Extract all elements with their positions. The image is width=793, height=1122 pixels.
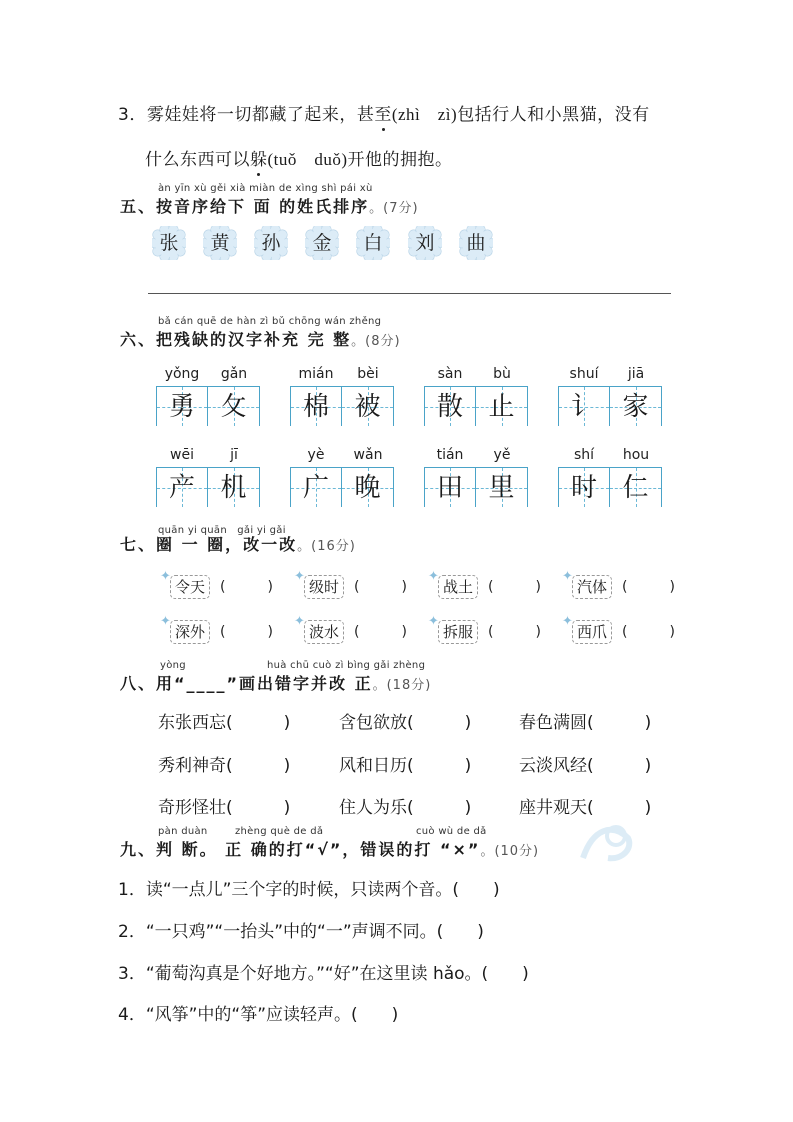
surname-char: 孙: [261, 232, 281, 254]
section-title: [120, 532, 356, 555]
answer-paren[interactable]: ( ): [220, 624, 273, 640]
star-icon: ✦: [428, 569, 439, 584]
section-pinyin: huà chū cuò zì bìng gǎi zhèng: [267, 660, 426, 671]
section-score: 。(10分): [480, 844, 540, 859]
grid-char: 仁: [622, 473, 649, 503]
section-pinyin: quān yi quān gǎi yi gǎi: [158, 525, 286, 536]
grid-cell[interactable]: [290, 386, 342, 426]
syllable: wēi: [170, 447, 194, 463]
title-text: 九、判 断。 正 确的打“√”，错误的打 “×”: [120, 840, 481, 859]
word-pinyin: [558, 447, 662, 463]
surname-char: 金: [312, 232, 332, 254]
surname-char: 曲: [466, 232, 486, 254]
grid-char: 散: [436, 392, 463, 422]
tianzige-grid[interactable]: [424, 386, 528, 426]
word-pinyin: [290, 366, 394, 382]
pinyin-choice: (tuǒ duǒ): [267, 150, 348, 169]
grid-char: 时: [570, 473, 597, 503]
section-score: 。(16分): [297, 539, 356, 554]
surname-badge: [408, 226, 442, 260]
grid-cell[interactable]: [476, 467, 528, 507]
surname-badge: [203, 226, 237, 260]
section-title: [120, 327, 401, 350]
tianzige-word[interactable]: [558, 366, 662, 428]
tianzige-word[interactable]: [424, 447, 528, 509]
surname-char: 刘: [415, 232, 435, 254]
word-box[interactable]: 波水: [304, 620, 344, 644]
idiom-item[interactable]: 奇形怪壮( ): [158, 798, 291, 818]
syllable: yè: [307, 447, 325, 463]
word-box[interactable]: 级时: [304, 575, 344, 599]
text: 雾娃娃将一切都藏了起来，甚: [146, 105, 375, 125]
text: 包括行人和小黑猫，没有: [457, 105, 650, 125]
word-box[interactable]: 汽体: [572, 575, 612, 599]
grid-cell[interactable]: [424, 386, 476, 426]
question-number: 3: [118, 105, 130, 125]
surname-badge: [152, 226, 186, 260]
syllable: yǒng: [164, 366, 200, 382]
surname-char: 张: [159, 232, 179, 254]
section-6-heading: [120, 316, 680, 352]
grid-cell[interactable]: [558, 386, 610, 426]
section-7-heading: [120, 521, 680, 557]
syllable: bù: [493, 366, 511, 382]
section-pinyin: zhèng què de dǎ: [235, 826, 324, 837]
wrong-char-item[interactable]: [562, 614, 675, 644]
word-pinyin: [156, 447, 260, 463]
surname-char: 白: [363, 232, 383, 254]
syllable: jī: [230, 447, 238, 463]
word-pinyin: [558, 366, 662, 382]
tianzige-word[interactable]: [424, 366, 528, 428]
judge-item-1[interactable]: 1．读“一点儿”三个字的时候，只读两个音。( ): [118, 880, 500, 900]
word-pinyin: [290, 447, 394, 463]
idiom-item[interactable]: 东张西忘( ): [158, 713, 291, 733]
grid-char: 里: [488, 473, 515, 503]
word-box[interactable]: 令天: [170, 575, 210, 599]
grid-cell[interactable]: [156, 467, 208, 507]
section-title: [120, 671, 431, 694]
section-pinyin: yòng: [160, 660, 186, 671]
grid-char: 田: [436, 473, 463, 503]
word-pinyin: [424, 447, 528, 463]
grid-char: 棉: [302, 392, 329, 422]
section-pinyin: cuò wù de dǎ: [416, 826, 487, 837]
tianzige-word[interactable]: [290, 366, 394, 428]
word-box[interactable]: 西爪: [572, 620, 612, 644]
syllable: yě: [493, 447, 511, 463]
section-title: [120, 837, 539, 860]
syllable: sàn: [437, 366, 463, 382]
idiom-item[interactable]: 含包欲放( ): [339, 713, 472, 733]
grid-char: 勇: [168, 392, 195, 422]
dotted-char: 至: [374, 105, 392, 125]
grid-char: 攵: [220, 392, 247, 422]
tianzige-word[interactable]: [290, 447, 394, 509]
grid-cell[interactable]: [208, 467, 260, 507]
tianzige-word[interactable]: [558, 447, 662, 509]
idiom-item[interactable]: 住人为乐( ): [339, 798, 472, 818]
word-pinyin: [156, 366, 260, 382]
text: 开他的拥抱。: [347, 150, 453, 170]
grid-cell[interactable]: [342, 467, 394, 507]
wrong-char-item[interactable]: [294, 614, 407, 644]
grid-cell[interactable]: [476, 386, 528, 426]
grid-char: 广: [302, 473, 329, 503]
section-score: 。(18分): [372, 678, 432, 693]
grid-char: 晚: [354, 473, 381, 503]
syllable: wǎn: [353, 447, 383, 463]
surname-char: 黄: [210, 232, 230, 254]
tianzige-grid[interactable]: [156, 386, 260, 426]
syllable: shí: [573, 447, 595, 463]
grid-cell[interactable]: [424, 467, 476, 507]
wrong-char-item[interactable]: [428, 569, 541, 599]
word-box[interactable]: 拆服: [438, 620, 478, 644]
section-pinyin: àn yīn xù gěi xià miàn de xìng shì pái xù: [158, 183, 373, 194]
answer-paren[interactable]: ( ): [622, 624, 675, 640]
tianzige-word[interactable]: [156, 366, 260, 428]
tianzige-grid[interactable]: [558, 467, 662, 507]
tianzige-grid[interactable]: [156, 467, 260, 507]
grid-cell[interactable]: [610, 467, 662, 507]
section-9-heading: [120, 826, 680, 862]
title-text: 五、按音序给下 面 的姓氏排序: [120, 197, 370, 216]
title-text: 八、用“____”画出错字并改 正: [120, 674, 373, 693]
answer-paren[interactable]: ( ): [488, 624, 541, 640]
grid-cell[interactable]: [208, 386, 260, 426]
tianzige-grid[interactable]: [558, 386, 662, 426]
tianzige-grid[interactable]: [290, 467, 394, 507]
judge-item-2[interactable]: 2．“一只鸡”“一抬头”中的“一”声调不同。( ): [118, 922, 484, 942]
judge-item-4[interactable]: 4．“风筝”中的“筝”应读轻声。( ): [118, 1005, 399, 1025]
wrong-char-item[interactable]: [160, 614, 273, 644]
wrong-char-item[interactable]: [562, 569, 675, 599]
grid-cell[interactable]: [558, 467, 610, 507]
answer-paren[interactable]: ( ): [220, 579, 273, 595]
surname-badge: [305, 226, 339, 260]
grid-cell[interactable]: [156, 386, 208, 426]
syllable: tián: [436, 447, 464, 463]
syllable: jiā: [627, 366, 645, 382]
grid-char: 被: [354, 392, 381, 422]
wrong-char-item[interactable]: [428, 614, 541, 644]
word-pinyin: [424, 366, 528, 382]
grid-char: 产: [168, 473, 195, 503]
answer-paren[interactable]: ( ): [622, 579, 675, 595]
word-box[interactable]: 深外: [170, 620, 210, 644]
wrong-char-item[interactable]: [160, 569, 273, 599]
grid-cell[interactable]: [610, 386, 662, 426]
grid-char: 家: [622, 392, 649, 422]
section-8-heading: [120, 660, 680, 696]
grid-char: 止: [488, 392, 515, 422]
answer-line[interactable]: [148, 293, 671, 294]
text: 什么东西可以: [145, 150, 250, 170]
star-icon: ✦: [294, 614, 305, 629]
star-icon: ✦: [428, 614, 439, 629]
word-box[interactable]: 战土: [438, 575, 478, 599]
star-icon: ✦: [160, 569, 171, 584]
idiom-item[interactable]: 座井观天( ): [519, 798, 652, 818]
answer-paren[interactable]: ( ): [354, 624, 407, 640]
title-text: 六、把残缺的汉字补充 完 整: [120, 330, 352, 349]
grid-char: 讠: [570, 392, 597, 422]
section-score: 。(7分): [369, 201, 419, 216]
idiom-item[interactable]: 云淡风经( ): [519, 756, 652, 776]
grid-char: 机: [220, 473, 247, 503]
wrong-char-item[interactable]: [294, 569, 407, 599]
question-3-line-1: 3．雾娃娃将一切都藏了起来，甚至(zhì zì)包括行人和小黑猫，没有: [118, 105, 650, 125]
answer-paren[interactable]: ( ): [488, 579, 541, 595]
syllable: shuí: [569, 366, 599, 382]
section-pinyin: bǎ cán quē de hàn zì bǔ chōng wán zhěng: [158, 316, 382, 327]
section-pinyin: pàn duàn: [158, 826, 208, 837]
idiom-item[interactable]: 秀利神奇( ): [158, 756, 291, 776]
dotted-char: 躲: [250, 150, 268, 170]
section-title: [120, 194, 419, 217]
section-5-heading: [120, 183, 680, 219]
grid-cell[interactable]: [290, 467, 342, 507]
tianzige-word[interactable]: [156, 447, 260, 509]
star-icon: ✦: [562, 614, 573, 629]
surname-badge: [254, 226, 288, 260]
surname-badge: [459, 226, 493, 260]
syllable: hou: [622, 447, 650, 463]
title-text: 七、圈 一 圈，改一改: [120, 535, 298, 554]
syllable: bèi: [357, 366, 379, 382]
idiom-item[interactable]: 春色满圆( ): [519, 713, 652, 733]
grid-cell[interactable]: [342, 386, 394, 426]
tianzige-grid[interactable]: [290, 386, 394, 426]
tianzige-grid[interactable]: [424, 467, 528, 507]
star-icon: ✦: [294, 569, 305, 584]
question-3-line-2: [145, 145, 453, 170]
star-icon: ✦: [562, 569, 573, 584]
answer-paren[interactable]: ( ): [354, 579, 407, 595]
section-score: 。(8分): [351, 334, 401, 349]
star-icon: ✦: [160, 614, 171, 629]
judge-item-3[interactable]: 3．“葡萄沟真是个好地方。”“好”在这里读 hǎo。( ): [118, 964, 529, 984]
idiom-item[interactable]: 风和日历( ): [339, 756, 472, 776]
syllable: gǎn: [220, 366, 248, 382]
syllable: mián: [298, 366, 334, 382]
surname-badge: [356, 226, 390, 260]
pinyin-choice: (zhì zì): [391, 105, 458, 124]
